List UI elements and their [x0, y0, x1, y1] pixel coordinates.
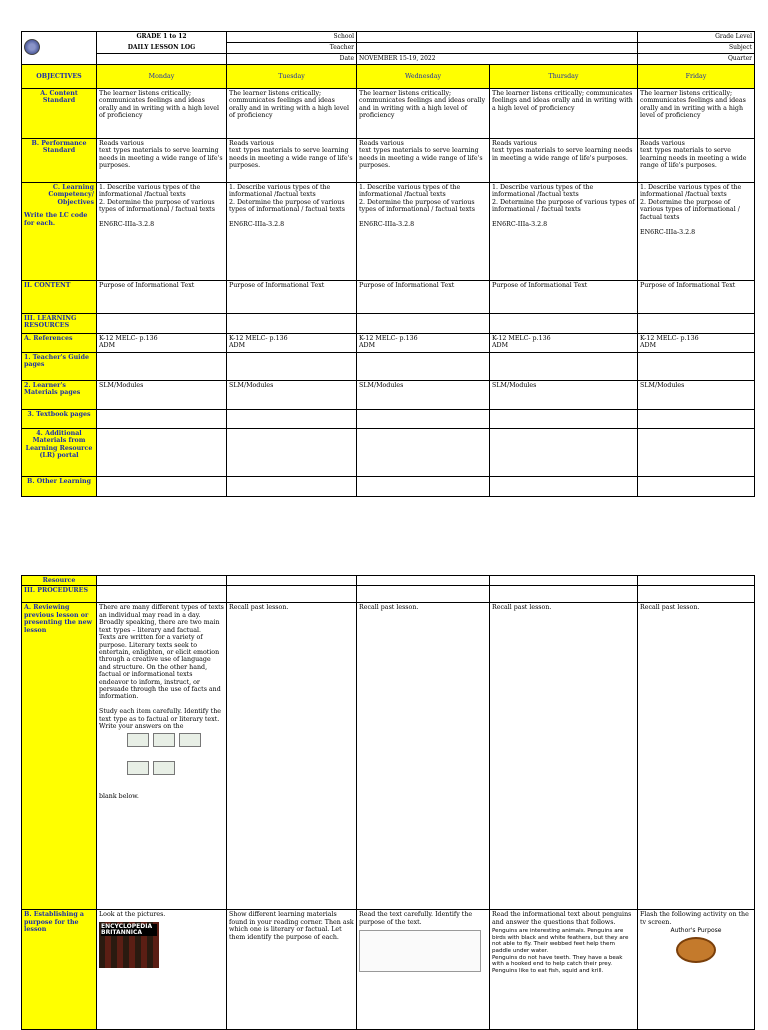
lesson-log-table-bottom: [21, 575, 755, 1030]
reviewing-monday-text: There are many different types of texts an individual may read in a day. Broadly speaking, there are two main text types – literary and factual. Texts are written for a variety of purpose. Literary texts seek to entertain, enlighten, or elicit emotion through a creative use of language and structure. On the other hand, factual or informational texts endeavor to inform, instruct, or persuade through the use of facts and information. Study each item carefully. Identify the text type as to factual or literary text. Write your answers on the: [99, 604, 224, 731]
day-friday: Friday: [638, 65, 755, 89]
competency-label-cell: [22, 183, 97, 281]
establishing-wednesday: Read the text carefully. Identify the purpose of the text.: [359, 911, 473, 926]
school-label: School: [227, 32, 357, 43]
reviewing-monday-cell: [97, 603, 227, 910]
performance-standard-wednesday: Reads various text types materials to serve learning needs in meeting a wide range of life's purposes.: [357, 139, 490, 183]
references-friday: K-12 MELC- p.136 ADM: [638, 334, 755, 353]
establishing-friday-cell: [638, 910, 755, 1030]
day-thursday: Thursday: [490, 65, 638, 89]
competency-thursday: 1. Describe various types of the informational /factual texts 2. Determine the purpose of various types of informational / factual texts EN6RC-IIIa-3.2.8: [490, 183, 638, 281]
school-value: [357, 32, 638, 43]
reviewing-thursday: Recall past lesson.: [490, 603, 638, 910]
encyclopedia-label: ENCYCLOPEDIA BRITANNICA: [101, 924, 157, 936]
content-standard-tuesday: The learner listens critically; communicates feelings and ideas orally and in writing with a high level of proficiency: [227, 89, 357, 139]
establishing-label: B. Establishing a purpose for the lesson: [22, 910, 97, 1030]
lesson-log-table-top: [21, 31, 755, 497]
day-tuesday: Tuesday: [227, 65, 357, 89]
learners-materials-label: 2. Learner's Materials pages: [22, 381, 97, 410]
reviewing-friday: Recall past lesson.: [638, 603, 755, 910]
authors-purpose-title: Author's Purpose: [670, 927, 722, 935]
reviewing-tuesday: Recall past lesson.: [227, 603, 357, 910]
thumbnail-image: [179, 733, 201, 747]
deped-seal-cell: [22, 32, 97, 65]
resource-label: Resource: [22, 576, 97, 586]
references-monday: K-12 MELC- p.136 ADM: [97, 334, 227, 353]
subject-label: Subject: [638, 43, 755, 54]
establishing-monday-cell: [97, 910, 227, 1030]
content-monday: Purpose of Informational Text: [97, 281, 227, 314]
competency-friday: 1. Describe various types of the informational /factual texts 2. Determine the purpose of various types of informational / factual texts EN6RC-IIIa-3.2.8: [638, 183, 755, 281]
reviewing-label: A. Reviewing previous lesson or presenting the new lesson: [22, 603, 97, 910]
references-wednesday: K-12 MELC- p.136 ADM: [357, 334, 490, 353]
content-friday: Purpose of Informational Text: [638, 281, 755, 314]
other-learning-label: B. Other Learning: [22, 477, 97, 497]
content-standard-friday: The learner listens critically; communicates feelings and ideas orally and in writing with a high level of proficiency: [638, 89, 755, 139]
learners-materials-thursday: SLM/Modules: [490, 381, 638, 410]
performance-standard-monday: Reads various text types materials to serve learning needs in meeting a wide range of life's purposes.: [97, 139, 227, 183]
grade-title-line2: DAILY LESSON LOG: [97, 43, 227, 54]
content-tuesday: Purpose of Informational Text: [227, 281, 357, 314]
establishing-tuesday: Show different learning materials found in your reading corner. Then ask which one is literary or factual. Let them identify the purpose of each.: [227, 910, 357, 1030]
thumbnail-image: [153, 733, 175, 747]
thumbnail-image: [153, 761, 175, 775]
learners-materials-friday: SLM/Modules: [638, 381, 755, 410]
content-standard-thursday: The learner listens critically; communicates feelings and ideas orally and in writing with a high level of proficiency: [490, 89, 638, 139]
performance-standard-tuesday: Reads various text types materials to serve learning needs in meeting a wide range of life's purposes.: [227, 139, 357, 183]
establishing-wednesday-cell: [357, 910, 490, 1030]
content-standard-wednesday: The learner listens critically; communicates feelings and ideas orally and in writing with a high level of proficiency: [357, 89, 490, 139]
lc-code-label: Write the LC code for each.: [24, 212, 88, 227]
procedures-label: III. PROCEDURES: [22, 586, 97, 603]
performance-standard-label: B. Performance Standard: [22, 139, 97, 183]
content-wednesday: Purpose of Informational Text: [357, 281, 490, 314]
teacher-value: [357, 43, 638, 54]
grade-title-line1: GRADE 1 to 12: [97, 32, 227, 43]
date-label: Date: [227, 54, 357, 65]
establishing-thursday-cell: [490, 910, 638, 1030]
content-standard-label: A. Content Standard: [22, 89, 97, 139]
establishing-friday: Flash the following activity on the tv screen.: [640, 911, 749, 926]
references-tuesday: K-12 MELC- p.136 ADM: [227, 334, 357, 353]
reviewing-monday-end: blank below.: [99, 792, 139, 800]
textbook-label: 3. Textbook pages: [22, 410, 97, 429]
date-value: NOVEMBER 15-19, 2022: [357, 54, 638, 65]
text-excerpt-image: [359, 930, 481, 972]
establishing-monday: Look at the pictures.: [99, 911, 166, 919]
performance-standard-thursday: Reads various text types materials to serve learning needs in meeting a wide range of life's purposes.: [490, 139, 638, 183]
quarter-label: Quarter: [638, 54, 755, 65]
performance-standard-friday: Reads various text types materials to serve learning needs in meeting a wide range of life's purposes.: [638, 139, 755, 183]
references-thursday: K-12 MELC- p.136 ADM: [490, 334, 638, 353]
day-monday: Monday: [97, 65, 227, 89]
thumbnail-image: [127, 761, 149, 775]
establishing-thursday: Read the informational text about penguins and answer the questions that follows.: [492, 911, 632, 926]
penguin-text: Penguins are interesting animals. Penguins are birds with black and white feathers, but they are not able to fly. Their webbed feet help them paddle under water. Penguins do not have teeth. They have a beak with a hooked end to help catch their prey. Penguins like to eat fish, squid and krill.: [492, 928, 629, 974]
competency-monday: 1. Describe various types of the informational /factual texts 2. Determine the purpose of various types of informational / factual texts EN6RC-IIIa-3.2.8: [97, 183, 227, 281]
encyclopedia-image: [99, 922, 159, 968]
deped-seal-icon: [24, 39, 40, 55]
learning-resources-label: III. LEARNING RESOURCES: [22, 314, 97, 334]
thumbnail-image: [127, 733, 149, 747]
day-wednesday: Wednesday: [357, 65, 490, 89]
competency-wednesday: 1. Describe various types of the informational /factual texts 2. Determine the purpose of various types of informational / factual texts EN6RC-IIIa-3.2.8: [357, 183, 490, 281]
references-label: A. References: [22, 334, 97, 353]
learners-materials-monday: SLM/Modules: [97, 381, 227, 410]
teachers-guide-label: 1. Teacher's Guide pages: [22, 353, 97, 381]
competency-tuesday: 1. Describe various types of the informational /factual texts 2. Determine the purpose of various types of informational / factual texts EN6RC-IIIa-3.2.8: [227, 183, 357, 281]
competency-label: C. Learning Competency/ Objectives: [48, 184, 94, 206]
teacher-label: Teacher: [227, 43, 357, 54]
content-thursday: Purpose of Informational Text: [490, 281, 638, 314]
reviewing-wednesday: Recall past lesson.: [357, 603, 490, 910]
objectives-label: OBJECTIVES: [22, 65, 97, 89]
grade-level-label: Grade Level: [638, 32, 755, 43]
pie-image: [676, 937, 716, 963]
text-type-thumbnails-top: [127, 733, 224, 747]
content-label: II. CONTENT: [22, 281, 97, 314]
text-type-thumbnails-bottom: [127, 761, 224, 775]
learners-materials-wednesday: SLM/Modules: [357, 381, 490, 410]
learners-materials-tuesday: SLM/Modules: [227, 381, 357, 410]
additional-materials-label: 4. Additional Materials from Learning Resource (LR) portal: [22, 429, 97, 477]
content-standard-monday: The learner listens critically; communicates feelings and ideas orally and in writing with a high level of proficiency: [97, 89, 227, 139]
